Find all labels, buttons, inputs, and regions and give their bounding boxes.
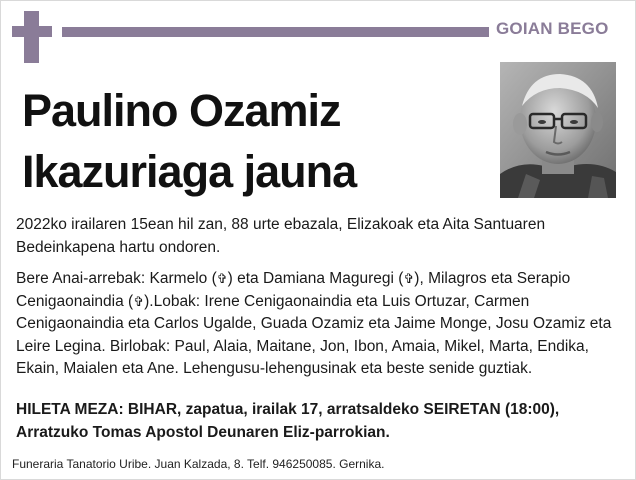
- funeral-details: HILETA MEZA: BIHAR, zapatua, irailak 17, arratsaldeko SEIRETAN (18:00), Arratzuko Tomas Apostol Deunaren Eliz-parrokian.: [16, 401, 560, 441]
- deceased-name: [22, 80, 356, 202]
- funeral-home-info: Funeraria Tanatorio Uribe. Juan Kalzada, 8. Telf. 946250085. Gernika.: [12, 457, 385, 471]
- name-line-2: Ikazuriaga jauna: [22, 146, 357, 197]
- deceased-cross-icon: ✞: [403, 271, 415, 286]
- name-line-1: Paulino Ozamiz: [22, 85, 341, 136]
- deceased-cross-icon: ✞: [216, 271, 228, 286]
- deceased-cross-icon: ✞: [133, 293, 145, 309]
- header-rule: [62, 27, 489, 37]
- death-notice: 2022ko irailaren 15ean hil zan, 88 urte ebazala, Elizakoak eta Aita Santuaren Bedeinkapena hartu ondoren.: [16, 216, 546, 256]
- portrait-photo: [500, 62, 616, 198]
- section-label: GOIAN BEGO: [496, 19, 609, 38]
- family-list: Bere Anai-arrebak: Karmelo (✞) eta Damiana Maguregi (✞), Milagros eta Serapio Cenigaonaindia (✞).Lobak: Irene Cenigaonaindia eta Luis Ortuzar, Carmen Cenigaonaindia eta Carlos Ugalde, Guada Ozamiz eta Jaime Monge, Josu Ozamiz eta Leire Legina. Birlobak: Paul, Alaia, Maitane, Jon, Ibon, Amaia, Mikel, Marta, Endika, Ekain, Maialen eta Ane. Lehengusu-lehengusinak eta beste senide guztiak.: [16, 270, 612, 377]
